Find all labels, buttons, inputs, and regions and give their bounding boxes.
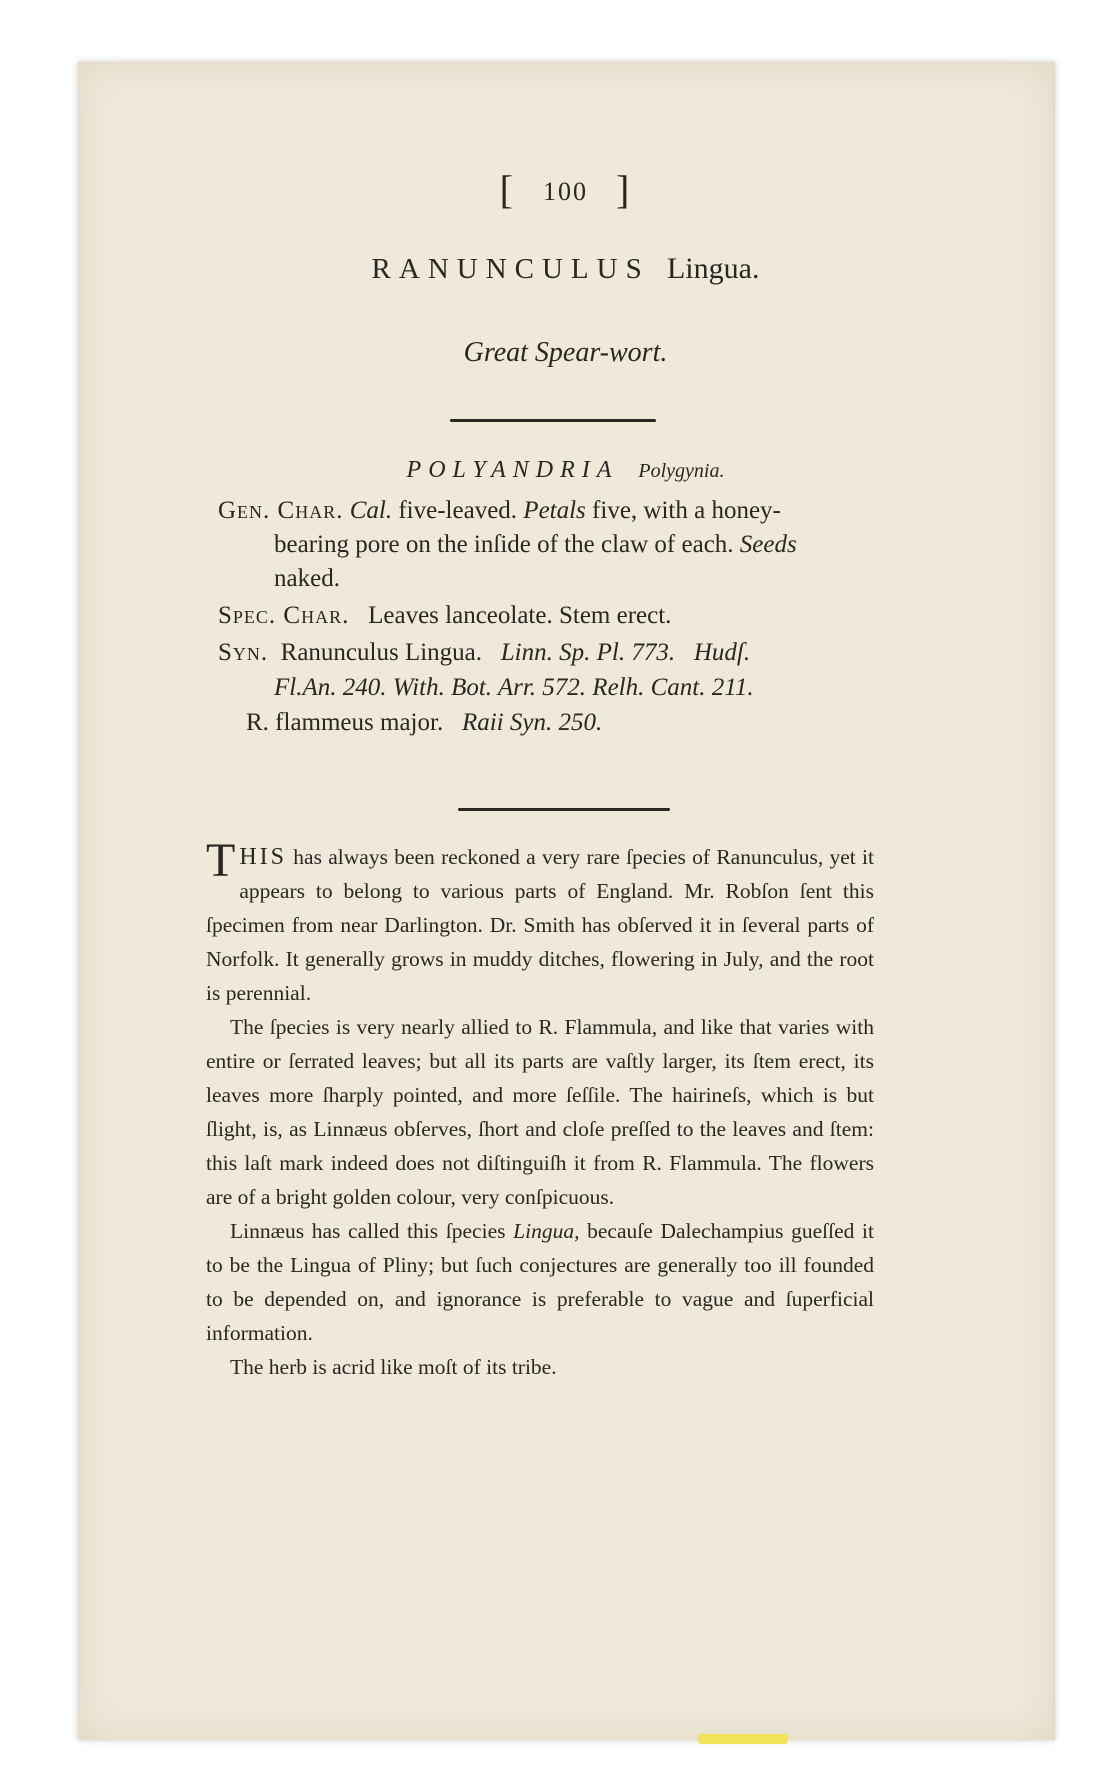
divider-rule-bottom [458,808,670,811]
book-page [78,62,1055,1740]
yellow-tab-marker [698,1734,788,1744]
gen-char-line-3: naked. [274,565,340,592]
paragraph-1: THIS has always been reckoned a very rare ſpecies of Ranunculus, yet it appears to belong to various parts of England. Mr. Robſon ſent this ſpecimen from near Darlington. Dr. Smith has obſerved it in ſeveral parts of Norfolk. It generally grows in muddy ditches, flowering in July, and the root is perennial. [206,834,874,1005]
syn-line-3: R. flammeus major. Raii Syn. 250. [246,709,603,736]
order-name: Polygynia. [638,460,725,482]
bracket-left: [ [499,167,515,212]
paragraph-4: The herb is acrid like moſt of its tribe. [230,1355,557,1379]
syn-line-1: Syn. Ranunculus Lingua. Linn. Sp. Pl. 773. Hudſ. [218,639,751,666]
species-name: Lingua. [666,252,760,285]
gen-char-label: Gen. Char. [218,497,344,524]
bracket-right: ] [616,167,632,212]
paragraph-3: Linnæus has called this ſpecies Lingua, becauſe Dalechampius gueſſed it to be the Lingua of Pliny; but ſuch conjectures are generally too ill founded to be depended on, and ignorance is preferable to vague and ſuperficial information. [206,1219,875,1345]
spec-char-label: Spec. Char. [218,602,350,629]
classification [78,457,1053,484]
gen-char-line-2: bearing pore on the inſide of the claw of each. Seeds [274,531,797,558]
spec-char-line: Spec. Char. Leaves lanceolate. Stem erect. [218,602,672,629]
paragraph-2: The ſpecies is very nearly allied to R. Flammula, and like that varies with entire or ſerrated leaves; but all its parts are vaſtly larger, its ſtem erect, its leaves more ſharply pointed, and more ſeſſile. The hairineſs, which is but ſlight, is, as Linnæus obſerves, ſhort and cloſe preſſed to the leaves and ſtem: this laſt mark indeed does not diſtinguiſh it from R. Flammula. The flowers are of a bright golden colour, very conſpicuous. [206,1015,874,1209]
drop-cap: T [206,834,236,887]
gen-char-line-1: Gen. Char. Cal. five-leaved. Petals five, with a honey- [218,497,781,524]
syn-label: Syn. [218,639,269,666]
description-text [206,834,875,1384]
page-number-value: 100 [543,177,588,206]
common-name: Great Spear-wort. [463,337,668,368]
syn-line-2: Fl.An. 240. With. Bot. Arr. 572. Relh. Cant. 211. [274,674,754,701]
page-number [78,166,1053,213]
class-name: POLYANDRIA [406,457,619,483]
divider-rule-top [450,419,656,422]
genus-name: RANUNCULUS [371,253,650,285]
plant-title [78,252,1053,286]
